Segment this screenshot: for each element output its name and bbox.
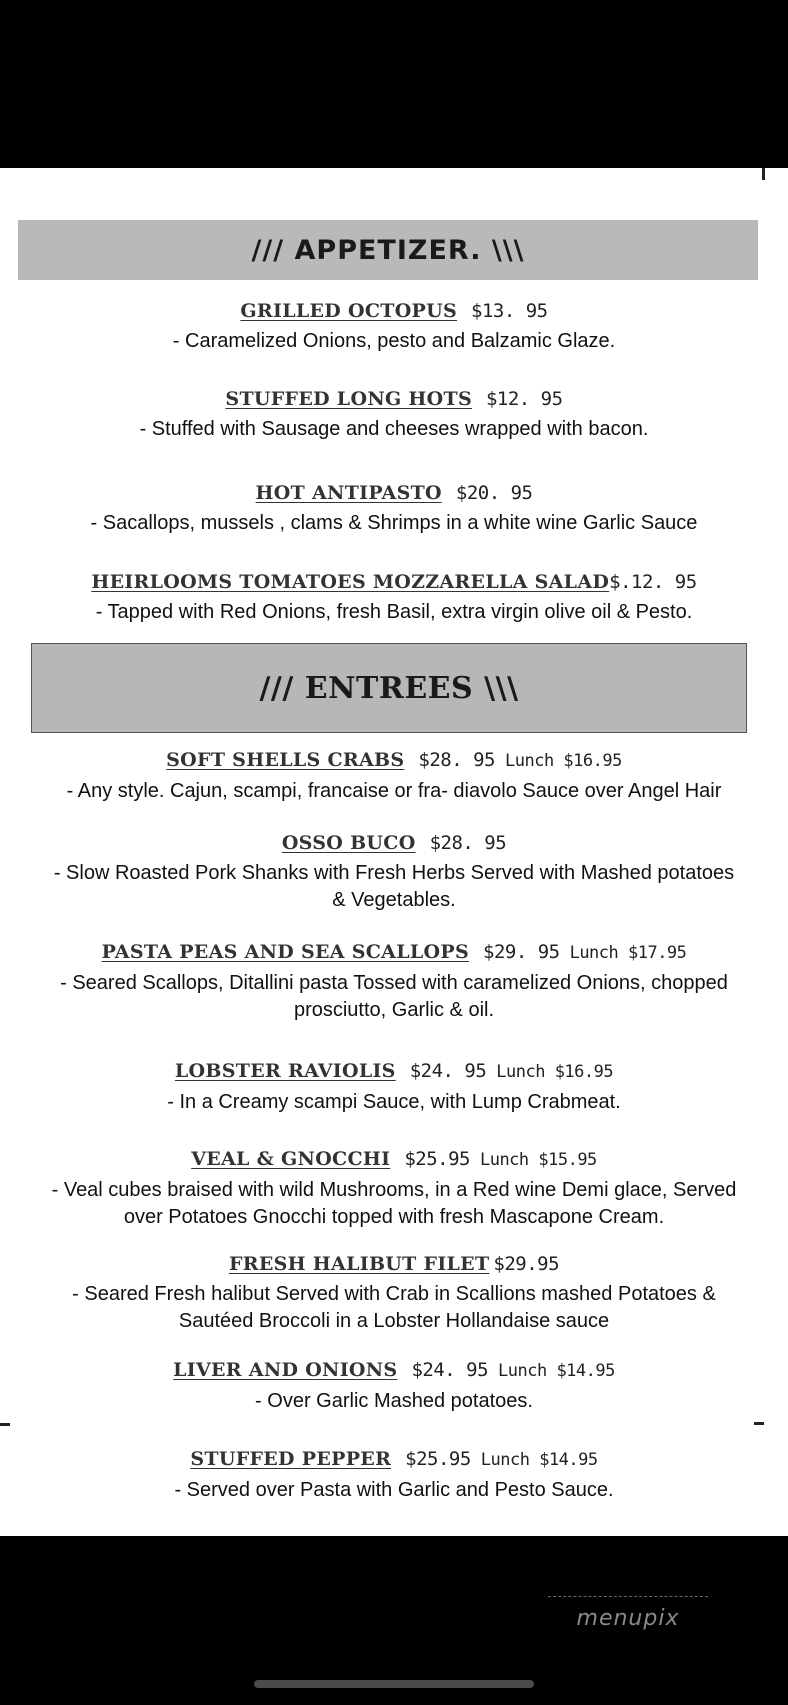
home-indicator-bar[interactable] — [254, 1680, 534, 1688]
item-lunch-price: Lunch $14.95 — [498, 1361, 615, 1381]
item-description: - Served over Pasta with Garlic and Pesto Sauce. — [174, 1479, 614, 1501]
watermark-text: menupix — [576, 1606, 680, 1631]
item-name: SOFT SHELLS CRABS — [166, 749, 405, 771]
item-price: $13. 95 — [471, 300, 548, 322]
menu-item — [0, 1355, 788, 1415]
item-description: - In a Creamy scampi Sauce, with Lump Crabmeat. — [167, 1091, 621, 1113]
item-lunch-price: Lunch $16.95 — [505, 751, 622, 771]
menu-item — [0, 478, 788, 537]
menu-item — [0, 567, 788, 626]
menu-item — [0, 1056, 788, 1116]
item-price: $25.95 — [405, 1448, 471, 1470]
menu-item — [0, 1444, 788, 1504]
item-description: - Caramelized Onions, pesto and Balzamic Glaze. — [172, 330, 616, 352]
item-name: PASTA PEAS AND SEA SCALLOPS — [101, 941, 469, 963]
item-description: - Stuffed with Sausage and cheeses wrapped with bacon. — [139, 418, 649, 440]
entrees-section-title: /// ENTREES \\\ — [259, 670, 519, 706]
page-edge-mark — [762, 168, 765, 180]
item-price: $29.95 — [493, 1253, 560, 1275]
item-description: - Any style. Cajun, scampi, francaise or fra- diavolo Sauce over Angel Hair — [66, 780, 722, 802]
item-price: $20. 95 — [455, 482, 533, 504]
item-price: $28. 95 — [429, 832, 507, 854]
item-name: LIVER AND ONIONS — [173, 1359, 398, 1381]
item-price: $25.95 — [404, 1148, 470, 1170]
item-price: $.12. 95 — [609, 571, 697, 593]
item-description: - Veal cubes braised with wild Mushrooms, in a Red wine Demi glace, Served over Potatoes Gnocchi topped with fresh Mascapone Cream. — [51, 1179, 737, 1228]
entrees-section-banner — [31, 643, 747, 733]
item-price: $12. 95 — [485, 388, 563, 410]
page-edge-mark — [0, 1423, 10, 1426]
menu-item — [0, 828, 788, 914]
menu-item — [0, 1144, 788, 1231]
item-name: VEAL & GNOCCHI — [191, 1148, 391, 1170]
item-description: - Seared Fresh halibut Served with Crab in Scallions mashed Potatoes & Sautéed Broccoli in a Lobster Hollandaise sauce — [72, 1283, 716, 1332]
item-lunch-price: Lunch $17.95 — [569, 943, 687, 963]
item-name: FRESH HALIBUT FILET — [228, 1253, 490, 1275]
item-price: $29. 95 — [483, 941, 560, 963]
page-edge-mark — [754, 1422, 764, 1425]
item-price: $24. 95 — [411, 1359, 489, 1381]
appetizer-section-title: /// APPETIZER. \\\ — [251, 234, 525, 266]
menu-item — [0, 745, 788, 805]
item-description: - Tapped with Red Onions, fresh Basil, extra virgin olive oil & Pesto. — [95, 601, 693, 623]
menu-item — [0, 1249, 788, 1335]
item-lunch-price: Lunch $15.95 — [479, 1150, 597, 1170]
menu-item — [0, 384, 788, 443]
item-price: $28. 95 — [418, 749, 495, 771]
item-name: HEIRLOOMS TOMATOES MOZZARELLA SALAD — [91, 571, 610, 593]
item-price: $24. 95 — [409, 1060, 487, 1082]
menupix-watermark — [548, 1596, 708, 1640]
item-description: - Sacallops, mussels , clams & Shrimps in a white wine Garlic Sauce — [90, 512, 698, 534]
menu-item — [0, 296, 788, 355]
menu-item — [0, 937, 788, 1024]
item-description: - Slow Roasted Pork Shanks with Fresh Herbs Served with Mashed potatoes & Vegetables. — [53, 862, 735, 911]
item-lunch-price: Lunch $14.95 — [480, 1450, 598, 1470]
appetizer-section-banner — [18, 220, 758, 280]
item-name: OSSO BUCO — [281, 832, 416, 854]
menu-page — [0, 168, 788, 1536]
item-name: STUFFED PEPPER — [190, 1448, 392, 1470]
item-description: - Over Garlic Mashed potatoes. — [255, 1390, 533, 1412]
item-description: - Seared Scallops, Ditallini pasta Tossed with caramelized Onions, chopped prosciutto, Garlic & oil. — [60, 972, 728, 1021]
item-name: LOBSTER RAVIOLIS — [174, 1060, 396, 1082]
item-lunch-price: Lunch $16.95 — [496, 1062, 614, 1082]
item-name: HOT ANTIPASTO — [255, 482, 442, 504]
item-name: GRILLED OCTOPUS — [240, 300, 458, 322]
item-name: STUFFED LONG HOTS — [225, 388, 472, 410]
